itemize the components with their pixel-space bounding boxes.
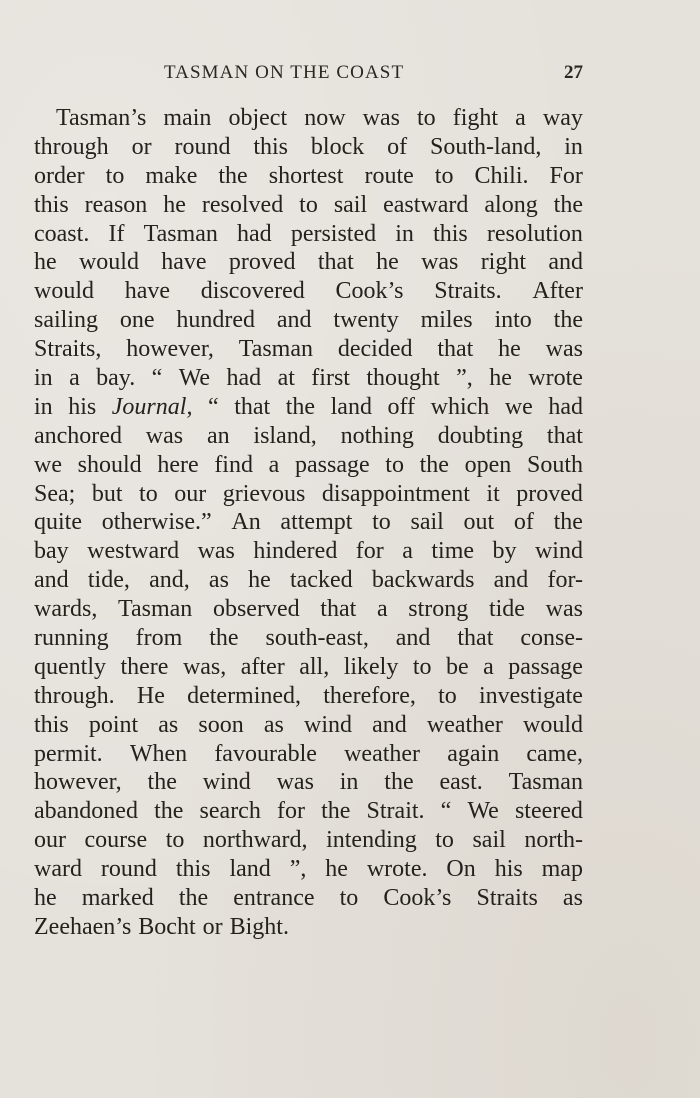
word: we xyxy=(504,393,533,420)
word: eastward xyxy=(383,191,469,218)
word: Straits. xyxy=(434,278,502,305)
word: the xyxy=(154,798,184,825)
text-line xyxy=(34,306,583,335)
word: was xyxy=(545,336,583,363)
word: was xyxy=(145,422,184,449)
word: round xyxy=(100,856,157,883)
word: here xyxy=(157,451,199,478)
word: this xyxy=(34,711,69,738)
word: Cook’s xyxy=(335,278,404,305)
text-line xyxy=(34,104,583,133)
word: Zeehaen’s xyxy=(34,913,132,940)
text-line xyxy=(34,422,583,451)
word: doubting xyxy=(437,422,524,449)
word: disappointment xyxy=(321,480,470,507)
word: tide, xyxy=(87,567,130,594)
word: wind xyxy=(202,769,251,796)
word: was xyxy=(362,105,400,131)
word: to xyxy=(165,827,185,854)
word: as xyxy=(263,711,284,738)
word: order xyxy=(34,162,85,189)
word: or xyxy=(131,133,152,160)
word: the xyxy=(553,509,583,536)
text-line xyxy=(34,508,583,537)
word: way xyxy=(542,105,583,131)
word: to xyxy=(339,885,359,912)
word: decided xyxy=(337,336,413,363)
word: south-east, xyxy=(265,625,369,652)
word: he xyxy=(489,365,512,392)
word: Sea; xyxy=(34,480,76,507)
word: that xyxy=(320,596,357,623)
word: anchored xyxy=(34,422,122,449)
word: have xyxy=(161,249,207,276)
page-header xyxy=(34,62,583,88)
word: After xyxy=(532,278,583,305)
word: “ xyxy=(151,365,163,392)
word: hundred xyxy=(176,307,256,334)
word: attempt xyxy=(280,509,353,536)
text-line xyxy=(34,451,583,480)
word: the xyxy=(553,191,583,218)
word: through. xyxy=(34,682,115,709)
word: there xyxy=(120,653,169,680)
word: sail xyxy=(410,509,444,536)
word: that xyxy=(437,336,474,363)
word: a xyxy=(376,596,388,623)
word: Tasman xyxy=(508,769,583,796)
word: he xyxy=(325,856,348,883)
word: northward, xyxy=(202,827,308,854)
word: island, xyxy=(253,422,317,449)
word: thought xyxy=(366,365,440,392)
word: the xyxy=(384,769,414,796)
word: course xyxy=(84,827,148,854)
word: Cook’s xyxy=(383,885,452,912)
word: the xyxy=(285,393,316,420)
word: he xyxy=(34,885,57,912)
word: strong xyxy=(408,596,469,623)
word: passage xyxy=(508,653,583,680)
word: had xyxy=(226,365,262,392)
word: this xyxy=(253,133,289,160)
word: to xyxy=(385,451,404,478)
word: we xyxy=(34,451,62,478)
word: and xyxy=(372,711,407,738)
text-line xyxy=(34,191,583,220)
word: would xyxy=(78,249,139,276)
word: that xyxy=(546,422,583,449)
word: reason xyxy=(84,191,148,218)
word: nothing xyxy=(340,422,414,449)
word: the xyxy=(321,798,351,825)
word: therefore, xyxy=(323,682,416,709)
word: wards, xyxy=(34,596,98,623)
word: soon xyxy=(198,711,244,738)
word: at xyxy=(277,365,295,392)
word: He xyxy=(136,682,165,709)
word: weather xyxy=(426,711,503,738)
word: his xyxy=(494,856,523,883)
word: make xyxy=(145,162,198,189)
word: but xyxy=(91,480,123,507)
word: to xyxy=(434,162,454,189)
text-line xyxy=(34,653,583,682)
word: would xyxy=(34,278,94,305)
text-line xyxy=(34,711,583,740)
word: for- xyxy=(547,567,583,594)
word: from xyxy=(135,625,183,652)
word: tide xyxy=(488,596,525,623)
word: time xyxy=(431,538,475,565)
word: likely xyxy=(343,653,399,680)
word: weather xyxy=(344,740,421,767)
text-line xyxy=(34,220,583,249)
word: to xyxy=(105,162,125,189)
word: a xyxy=(268,451,280,478)
word: backwards xyxy=(371,567,475,594)
word: as xyxy=(562,885,583,912)
word: find xyxy=(214,451,253,478)
word: Tasman xyxy=(118,596,193,623)
word: sail xyxy=(333,191,368,218)
word: the xyxy=(553,307,583,334)
word: along xyxy=(484,191,538,218)
word: or xyxy=(202,913,223,940)
word: otherwise.” xyxy=(101,509,212,536)
text-line xyxy=(34,797,583,826)
word: and xyxy=(276,307,312,334)
word: and xyxy=(395,625,431,652)
word: he xyxy=(248,567,271,594)
word: to xyxy=(139,480,158,507)
text-line xyxy=(34,826,583,855)
word: and xyxy=(493,567,529,594)
word: that xyxy=(317,249,354,276)
word: conse- xyxy=(520,625,583,652)
word: out xyxy=(463,509,495,536)
word: Bight. xyxy=(229,913,289,940)
word: our xyxy=(34,827,66,854)
word: and xyxy=(34,567,69,594)
word: Bocht xyxy=(138,913,196,940)
word: permit. xyxy=(34,740,103,767)
word: persisted xyxy=(290,220,377,247)
word: resolution xyxy=(486,220,583,247)
word: had xyxy=(237,220,272,247)
word: ward xyxy=(34,856,82,883)
text-line xyxy=(34,480,583,509)
word: investigate xyxy=(478,682,583,709)
word: in xyxy=(564,133,583,160)
word: however, xyxy=(126,336,214,363)
word: observed xyxy=(212,596,300,623)
word: one xyxy=(119,307,155,334)
word: marked xyxy=(81,885,154,912)
word: main xyxy=(163,105,212,131)
word: to xyxy=(417,105,436,131)
word: the xyxy=(419,451,449,478)
word: this xyxy=(433,220,468,247)
word: Journal, xyxy=(111,393,193,420)
text-line xyxy=(34,624,583,653)
word: this xyxy=(34,191,69,218)
word: South-land, xyxy=(430,133,542,160)
word: favourable xyxy=(214,740,317,767)
word: Straits xyxy=(476,885,538,912)
word: as xyxy=(208,567,229,594)
word: he xyxy=(34,249,57,276)
text-line xyxy=(34,855,583,884)
word: was xyxy=(276,769,314,796)
word: would xyxy=(522,711,583,738)
word: When xyxy=(129,740,188,767)
word: bay xyxy=(34,538,69,565)
word: have xyxy=(124,278,171,305)
word: For xyxy=(549,162,583,189)
body-paragraph xyxy=(34,104,583,942)
word: grievous xyxy=(222,480,306,507)
word: however, xyxy=(34,769,122,796)
word: he xyxy=(376,249,399,276)
text-line xyxy=(34,335,583,364)
word: ”, xyxy=(289,856,307,883)
word: discovered xyxy=(200,278,305,305)
text-line xyxy=(34,768,583,797)
word: into xyxy=(494,307,532,334)
text-line xyxy=(34,393,583,422)
running-title: TASMAN ON THE COAST xyxy=(164,62,405,83)
word: and, xyxy=(149,567,190,594)
text-line xyxy=(34,682,583,711)
word: to xyxy=(435,827,454,854)
word: intending xyxy=(326,827,417,854)
word: north- xyxy=(524,827,583,854)
word: his xyxy=(68,393,97,420)
word: he xyxy=(163,191,186,218)
text-line xyxy=(34,913,583,942)
word: in xyxy=(395,220,414,247)
word: to xyxy=(372,509,391,536)
word: “ xyxy=(208,393,219,420)
word: the xyxy=(178,885,209,912)
text-line xyxy=(34,162,583,191)
word: for xyxy=(276,798,305,825)
word: be xyxy=(445,653,469,680)
word: quite xyxy=(34,509,82,536)
word: that xyxy=(234,393,271,420)
word: of xyxy=(387,133,408,160)
word: wind xyxy=(304,711,352,738)
word: our xyxy=(174,480,207,507)
word: sail xyxy=(472,827,506,854)
word: open xyxy=(464,451,512,478)
text-line xyxy=(34,740,583,769)
text-line xyxy=(34,566,583,595)
text-line xyxy=(34,884,583,913)
word: it xyxy=(486,480,500,507)
word: bay. xyxy=(96,365,136,392)
word: Tasman’s xyxy=(56,105,147,131)
word: the xyxy=(218,162,248,189)
word: was, xyxy=(182,653,227,680)
word: running xyxy=(34,625,109,652)
word: to xyxy=(299,191,318,218)
word: object xyxy=(228,105,288,131)
text-line xyxy=(34,595,583,624)
word: should xyxy=(77,451,142,478)
word: was xyxy=(197,538,235,565)
word: and xyxy=(548,249,583,276)
word: as xyxy=(158,711,179,738)
word: he xyxy=(498,336,521,363)
word: to xyxy=(412,653,432,680)
word: steered xyxy=(514,798,583,825)
word: had xyxy=(548,393,583,420)
word: a xyxy=(69,365,80,392)
word: route xyxy=(364,162,414,189)
word: tacked xyxy=(289,567,353,594)
word: was xyxy=(421,249,459,276)
word: hindered xyxy=(253,538,338,565)
word: quently xyxy=(34,653,106,680)
word: point xyxy=(88,711,139,738)
word: to xyxy=(438,682,457,709)
word: the xyxy=(147,769,177,796)
word: for xyxy=(355,538,384,565)
word: land xyxy=(229,856,271,883)
word: in xyxy=(339,769,359,796)
word: determined, xyxy=(187,682,302,709)
word: passage xyxy=(294,451,370,478)
word: If xyxy=(108,220,125,247)
text-line xyxy=(34,133,583,162)
word: all, xyxy=(299,653,330,680)
word: which xyxy=(430,393,490,420)
word: Tasman xyxy=(238,336,313,363)
word: Chili. xyxy=(474,162,529,189)
word: proved xyxy=(516,480,583,507)
text-line xyxy=(34,277,583,306)
text-line xyxy=(34,537,583,566)
word: round xyxy=(174,133,231,160)
word: first xyxy=(311,365,350,392)
word: now xyxy=(304,105,346,131)
word: this xyxy=(175,856,211,883)
word: Straits, xyxy=(34,336,102,363)
word: that xyxy=(457,625,494,652)
word: off xyxy=(387,393,416,420)
word: search xyxy=(199,798,261,825)
text-line xyxy=(34,248,583,277)
word: a xyxy=(483,653,494,680)
word: an xyxy=(206,422,230,449)
word: entrance xyxy=(233,885,315,912)
word: again xyxy=(447,740,500,767)
word: in xyxy=(34,365,53,392)
word: came, xyxy=(526,740,583,767)
page-number: 27 xyxy=(564,62,583,83)
word: was xyxy=(545,596,583,623)
word: wind xyxy=(534,538,583,565)
word: block xyxy=(310,133,365,160)
word: after xyxy=(240,653,285,680)
word: east. xyxy=(439,769,483,796)
word: the xyxy=(209,625,239,652)
word: by xyxy=(492,538,517,565)
word: Strait. xyxy=(366,798,425,825)
word: in xyxy=(34,393,53,420)
word: proved xyxy=(228,249,296,276)
word: a xyxy=(402,538,413,565)
word: resolved xyxy=(201,191,284,218)
word: ”, xyxy=(456,365,473,392)
word: through xyxy=(34,133,109,160)
word: South xyxy=(526,451,583,478)
word: We xyxy=(178,365,211,392)
word: right xyxy=(480,249,527,276)
word: miles xyxy=(420,307,473,334)
word: of xyxy=(513,509,534,536)
word: An xyxy=(231,509,261,536)
word: fight xyxy=(452,105,499,131)
word: a xyxy=(515,105,526,131)
word: wrote. xyxy=(366,856,428,883)
word: twenty xyxy=(333,307,399,334)
word: We xyxy=(467,798,499,825)
word: sailing xyxy=(34,307,98,334)
word: abandoned xyxy=(34,798,138,825)
word: Tasman xyxy=(143,220,218,247)
word: shortest xyxy=(268,162,344,189)
text-line xyxy=(34,364,583,393)
word: westward xyxy=(87,538,180,565)
word: wrote xyxy=(528,365,583,392)
word: map xyxy=(541,856,583,883)
word: coast. xyxy=(34,220,90,247)
word: land xyxy=(330,393,372,420)
word: “ xyxy=(440,798,452,825)
word: On xyxy=(446,856,476,883)
